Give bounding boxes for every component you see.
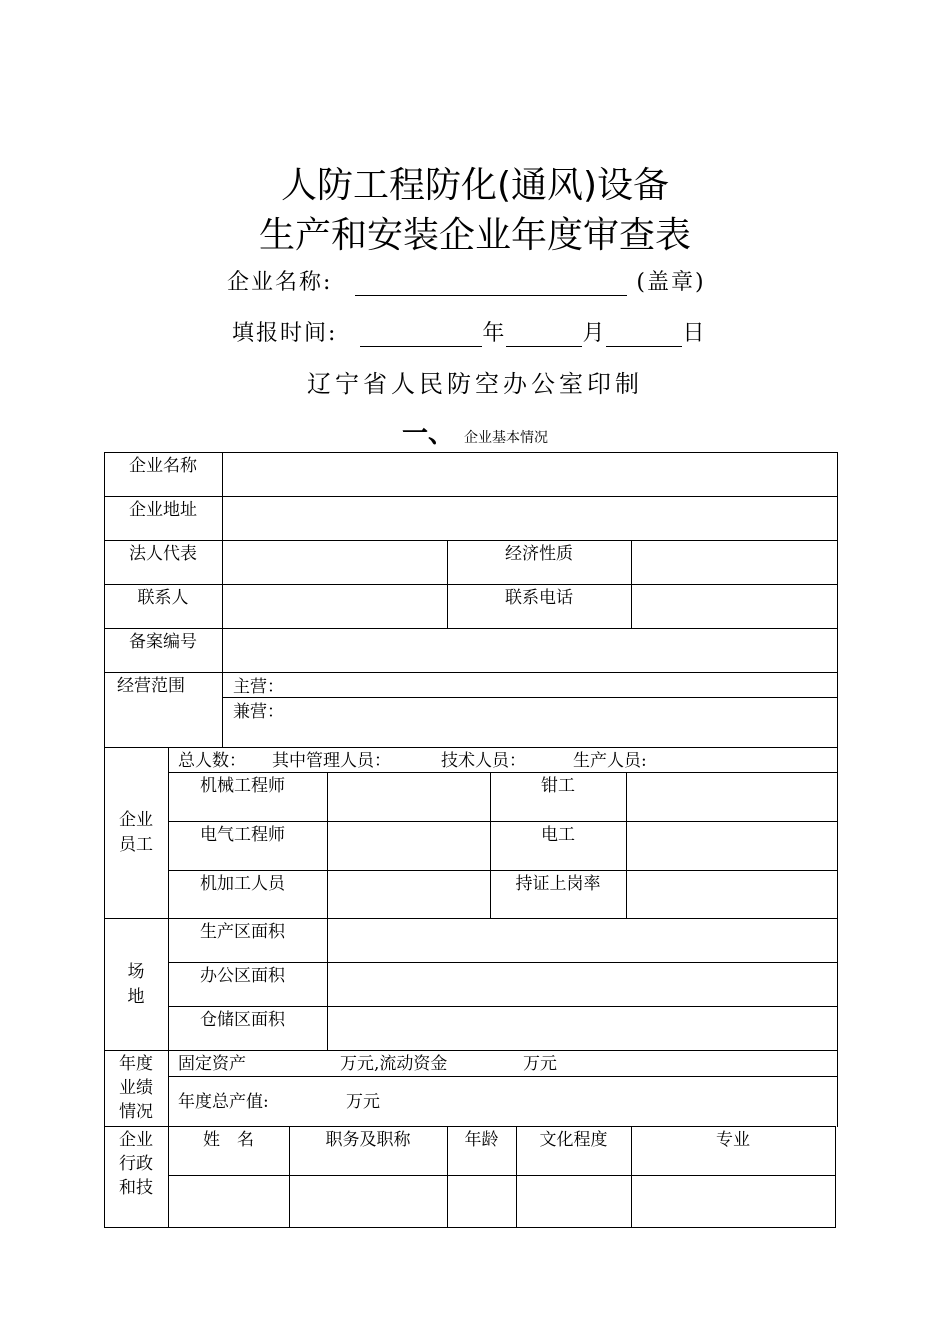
staff-name-cell[interactable]	[170, 1177, 288, 1226]
day-blank[interactable]	[606, 324, 682, 347]
publisher-line: 辽宁省人民防空办公室印制	[307, 370, 643, 398]
fitter-field[interactable]	[628, 774, 836, 820]
economic-nature-label: 经济性质	[505, 544, 573, 564]
section-number: 一、	[401, 419, 454, 449]
table-rule	[222, 697, 838, 698]
table-rule	[104, 747, 838, 748]
business-scope-label: 经营范围	[117, 676, 185, 696]
table-rule	[104, 540, 838, 541]
table-rule	[104, 1126, 836, 1127]
section-title: 企业基本情况	[464, 430, 548, 446]
electrician-field[interactable]	[628, 823, 836, 869]
admin-tech-label: 企业行政和技	[119, 1130, 153, 1198]
electrician-label: 电工	[541, 825, 575, 845]
company-name-line	[227, 265, 706, 296]
staff-production-label: 生产人员:	[573, 751, 647, 771]
year-unit: 年	[482, 321, 507, 346]
table-rule	[626, 772, 627, 918]
company-address-field[interactable]	[224, 498, 836, 538]
table-rule	[104, 1050, 838, 1051]
storage-area-field[interactable]	[329, 1008, 836, 1049]
main-business-label: 主营：	[233, 677, 284, 697]
office-area-field[interactable]	[329, 964, 836, 1005]
record-number-field[interactable]	[224, 630, 836, 670]
report-date-label: 填报时间:	[232, 321, 338, 346]
table-rule	[104, 628, 838, 629]
elec-engineer-label: 电气工程师	[200, 825, 285, 845]
fitter-label: 钳工	[541, 776, 575, 796]
company-name-blank[interactable]	[355, 273, 627, 296]
storage-area-label: 仓储区面积	[200, 1010, 285, 1030]
staff-position-cell[interactable]	[291, 1177, 446, 1226]
contact-person-field[interactable]	[224, 586, 446, 626]
company-name-cell-label: 企业名称	[129, 456, 197, 476]
company-name-field[interactable]	[224, 454, 836, 494]
cert-rate-label: 持证上岗率	[515, 874, 601, 894]
working-capital-label: 万元,流动资金	[340, 1054, 448, 1074]
form-title-line2: 生产和安装企业年度审查表	[258, 215, 691, 256]
mech-engineer-label: 机械工程师	[200, 776, 285, 796]
day-unit: 日	[682, 321, 707, 346]
table-rule	[222, 452, 223, 747]
elec-engineer-field[interactable]	[329, 823, 489, 869]
table-rule	[631, 540, 632, 628]
company-address-label: 企业地址	[129, 500, 197, 520]
table-rule	[168, 1175, 836, 1176]
table-rule	[104, 672, 838, 673]
staff-technical-label: 技术人员：	[441, 751, 526, 771]
month-blank[interactable]	[506, 324, 582, 347]
staff-age-cell[interactable]	[449, 1177, 515, 1226]
contact-person-label: 联系人	[137, 588, 189, 608]
year-blank[interactable]	[360, 324, 482, 347]
staff-major-cell[interactable]	[633, 1177, 834, 1226]
col-position-header: 职务及职称	[325, 1130, 411, 1150]
table-rule	[168, 821, 838, 822]
contact-phone-field[interactable]	[633, 586, 835, 626]
mech-engineer-field[interactable]	[329, 774, 489, 820]
record-number-label: 备案编号	[129, 632, 197, 652]
economic-nature-field[interactable]	[633, 542, 835, 582]
staff-management-label: 其中管理人员：	[272, 751, 391, 771]
seal-note: (盖章)	[636, 270, 706, 295]
table-rule	[104, 584, 838, 585]
table-rule	[327, 772, 328, 1050]
section-heading	[0, 413, 950, 450]
table-rule	[168, 962, 838, 963]
legal-rep-field[interactable]	[224, 542, 446, 582]
table-rule	[168, 1076, 838, 1077]
col-education-header: 文化程度	[539, 1130, 608, 1150]
table-rule	[837, 452, 838, 1127]
office-area-label: 办公区面积	[200, 966, 285, 986]
table-rule	[104, 1227, 836, 1228]
table-rule	[168, 1006, 838, 1007]
machining-staff-label: 机加工人员	[200, 874, 285, 894]
table-rule	[104, 452, 838, 453]
performance-label: 年度业绩情况	[119, 1054, 153, 1122]
col-major-header: 专业	[716, 1130, 750, 1150]
legal-rep-label: 法人代表	[129, 544, 197, 564]
table-rule	[835, 1126, 836, 1228]
form-title-line1: 人防工程防化(通风)设备	[280, 165, 670, 206]
report-date-line	[232, 316, 706, 347]
company-name-label: 企业名称:	[227, 270, 333, 295]
staff-education-cell[interactable]	[518, 1177, 630, 1226]
annual-output-unit: 万元	[346, 1092, 380, 1112]
contact-phone-label: 联系电话	[505, 588, 573, 608]
machining-staff-field[interactable]	[329, 872, 489, 917]
col-age-header: 年龄	[464, 1130, 499, 1150]
production-area-label: 生产区面积	[200, 922, 285, 942]
production-area-field[interactable]	[329, 920, 836, 961]
staff-total-label: 总人数：	[178, 751, 246, 771]
table-rule	[104, 918, 838, 919]
site-label: 场地	[127, 962, 145, 1007]
month-unit: 月	[582, 321, 607, 346]
col-name-header: 姓 名	[203, 1130, 254, 1150]
staff-label: 企业员工	[119, 810, 153, 855]
table-rule	[104, 496, 838, 497]
working-capital-unit: 万元	[523, 1054, 557, 1074]
table-rule	[168, 747, 169, 1228]
cert-rate-field[interactable]	[628, 872, 836, 917]
side-business-label: 兼营：	[233, 702, 284, 722]
annual-output-label: 年度总产值:	[178, 1092, 269, 1112]
fixed-assets-label: 固定资产	[178, 1054, 246, 1074]
table-rule	[168, 870, 838, 871]
